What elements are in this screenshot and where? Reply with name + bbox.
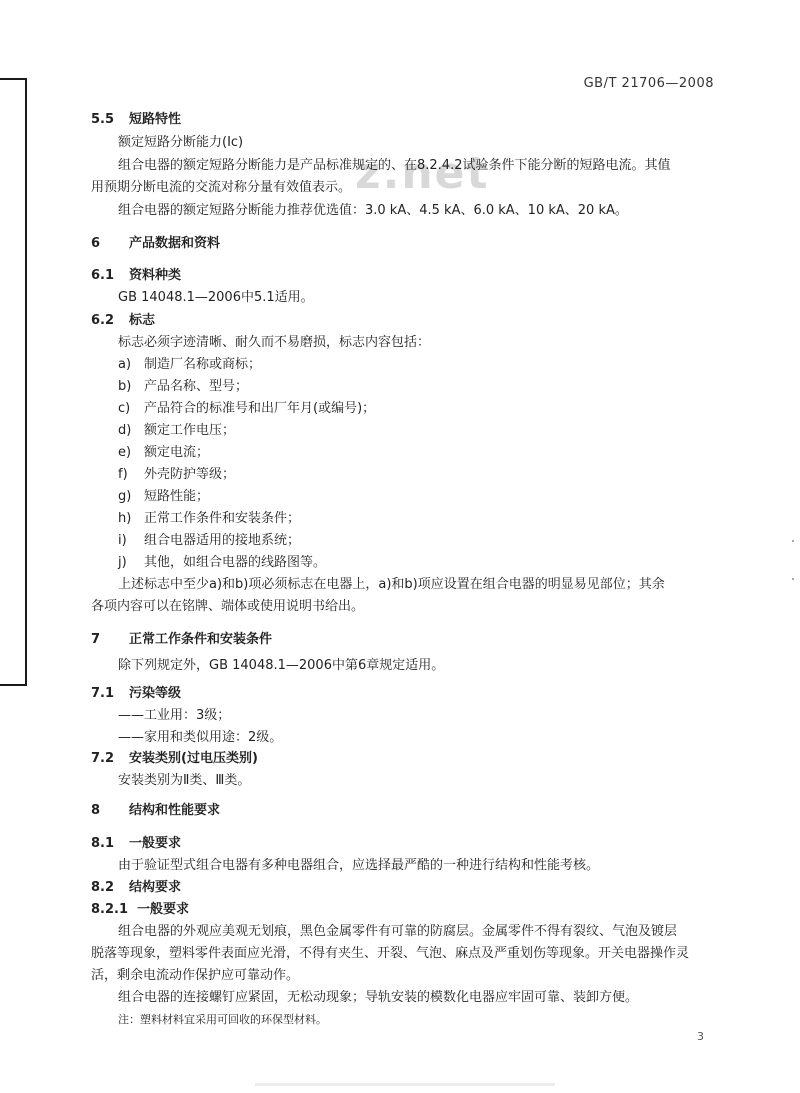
section-title: 一般要求 [129,836,182,851]
section-heading [91,632,272,648]
section-number: 8.1 [91,836,115,851]
paragraph-line: 脱落等现象，塑料零件表面应光滑，不得有夹生、开裂、气泡、麻点及严重划伤等现象。开关电器操作灵 [91,946,690,961]
section-title: 结构和性能要求 [129,803,221,818]
section-heading [91,236,220,252]
section-title: 安装类别(过电压类别) [129,751,258,766]
standard-code: GB/T 21706—2008 [583,76,714,91]
section-heading [91,902,189,918]
page-number: 3 [697,1030,704,1043]
section-number: 7.1 [91,686,115,701]
paragraph-line: 组合电器的外观应美观无划痕，黑色金属零件有可靠的防腐层。金属零件不得有裂纹、气泡及镀层 [118,924,678,939]
section-number: 8 [91,803,101,818]
scan-speck [792,540,794,542]
section-number: 5.5 [91,112,115,127]
watermark-text: z.net [355,148,490,199]
paragraph-line: 除下列规定外，GB 14048.1—2006中第6章规定适用。 [118,658,445,673]
paragraph-line: 由于验证型式组合电器有多种电器组合，应选择最严酷的一种进行结构和性能考核。 [118,858,600,873]
paragraph-line: 活，剩余电流动作保护应可靠动作。 [91,968,300,983]
list-item: b) 产品名称、型号； [118,379,249,394]
paragraph-line: 用预期分断电流的交流对称分量有效值表示。 [91,180,352,195]
paragraph-line: 组合电器的额定短路分断能力是产品标准规定的、在8.2.4.2试验条件下能分断的短路电流。其值 [118,158,671,173]
section-number: 6.1 [91,268,115,283]
section-heading [91,268,181,284]
section-heading [91,803,220,819]
paragraph-line: 安装类别为Ⅱ类、Ⅲ类。 [118,773,251,788]
list-item: i) 组合电器适用的接地系统； [118,533,301,548]
section-heading [91,313,155,329]
section-number: 7.2 [91,751,115,766]
section-title: 标志 [129,313,156,328]
section-number: 8.2 [91,880,115,895]
list-item: e) 额定电流； [118,445,210,460]
list-item: j) 其他，如组合电器的线路图等。 [118,555,327,570]
section-number: 8.2.1 [91,902,129,917]
section-number: 7 [91,632,101,647]
paragraph-line: 上述标志中至少a)和b)项必须标志在电器上，a)和b)项应设置在组合电器的明显易见部位；其余 [118,577,665,592]
list-item: ——家用和类似用途：2级。 [118,730,283,745]
scan-speck [792,578,794,580]
section-heading [91,686,181,702]
section-title: 一般要求 [137,902,190,917]
section-title: 结构要求 [129,880,182,895]
section-heading [91,112,181,128]
section-title: 产品数据和资料 [129,236,221,251]
list-item: a) 制造厂名称或商标； [118,357,262,372]
binding-margin-box [0,78,27,686]
section-number: 6.2 [91,313,115,328]
list-item: d) 额定工作电压； [118,423,236,438]
section-title: 资料种类 [129,268,182,283]
section-heading [91,751,258,767]
list-item: g) 短路性能； [118,489,210,504]
scan-artifact [255,1083,555,1086]
note-text: 注：塑料材料宜采用可回收的环保型材料。 [118,1013,327,1026]
section-heading [91,836,181,852]
section-title: 污染等级 [129,686,182,701]
section-heading [91,880,181,896]
list-item: c) 产品符合的标准号和出厂年月(或编号)； [118,401,376,416]
paragraph-line: 各项内容可以在铭牌、端体或使用说明书给出。 [91,599,365,614]
paragraph-line: 组合电器的连接螺钉应紧固，无松动现象；导轨安装的模数化电器应牢固可靠、装卸方便。 [118,990,639,1005]
list-item: f) 外壳防护等级； [118,467,236,482]
paragraph-line: 组合电器的额定短路分断能力推荐优选值：3.0 kA、4.5 kA、6.0 kA、10 kA、20 kA。 [118,203,628,218]
paragraph-line: 标志必须字迹清晰、耐久而不易磨损，标志内容包括： [118,335,431,350]
subheading: 额定短路分断能力(Ic) [118,135,244,150]
list-item: h) 正常工作条件和安装条件； [118,511,301,526]
paragraph-line: GB 14048.1—2006中5.1适用。 [118,290,314,305]
section-title: 短路特性 [129,112,182,127]
section-title: 正常工作条件和安装条件 [129,632,273,647]
section-number: 6 [91,236,101,251]
list-item: ——工业用：3级； [118,708,231,723]
